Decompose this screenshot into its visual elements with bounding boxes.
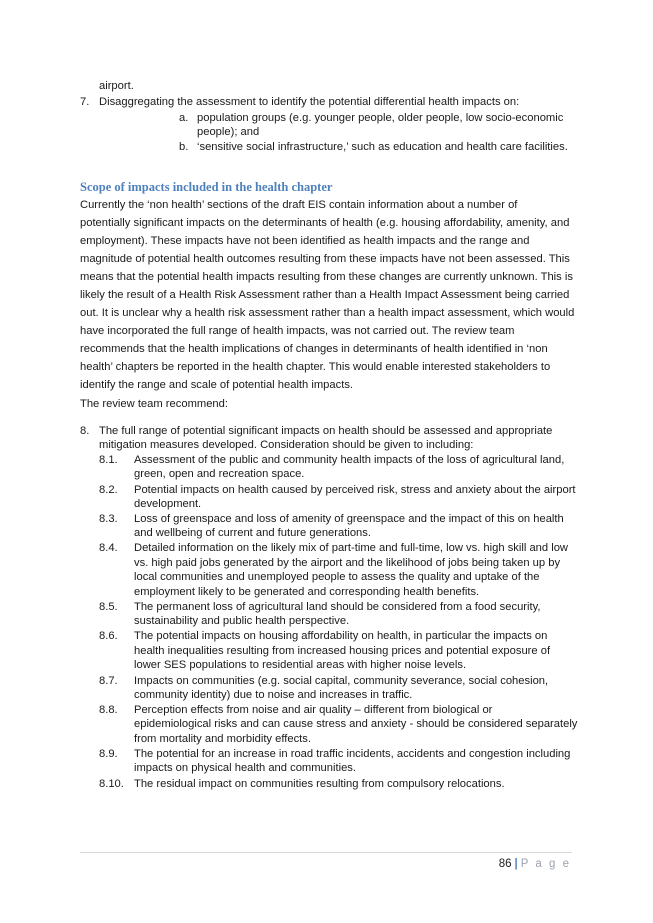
sub-item-a-letter: a. [179, 112, 189, 124]
footer-divider [80, 852, 572, 853]
sub-item-8-1-number: 8.1. [99, 454, 118, 466]
sub-item-b-letter: b. [179, 141, 189, 153]
sub-item-8-2-line: development. [134, 498, 202, 510]
sub-item-8-6-line: health inequalities resulting from increased housing prices and potential exposure of [134, 645, 551, 657]
sub-item-8-9-line: impacts on physical health and communities. [134, 762, 356, 774]
list-item-8-number: 8. [80, 425, 90, 437]
sub-item-8-4-line: vs. high paid jobs generated by the airport and the likelihood of jobs being taken up by [134, 557, 561, 569]
sub-item-8-7-line: Impacts on communities (e.g. social capital, community severance, social cohesion, [134, 675, 549, 687]
continuation-text: airport. [99, 80, 134, 92]
sub-item-8-4-line: Detailed information on the likely mix of part-time and full-time, low vs. high skill and low [134, 542, 569, 554]
sub-item-8-7-line: community identity) due to noise and increases in traffic. [134, 689, 413, 701]
sub-item-8-6-line: The potential impacts on housing affordability on health, in particular the impacts on [134, 630, 548, 642]
recommend-intro: The review team recommend: [80, 398, 228, 410]
list-item-8-line-2: mitigation measures developed. Consideration should be given to including: [99, 439, 474, 451]
page-label: P a g e [520, 858, 571, 870]
sub-item-8-2-number: 8.2. [99, 484, 118, 496]
footer-separator: | [514, 858, 518, 870]
sub-item-8-8-line: epidemiological risks and can cause stress and anxiety - should be considered separately [134, 718, 578, 730]
paragraph-line: health’ chapters be reported in the health chapter. This would enable interested stakeholders to [80, 361, 551, 373]
sub-item-b-line-1: ‘sensitive social infrastructure,’ such as education and health care facilities. [197, 141, 568, 153]
sub-item-8-6-number: 8.6. [99, 630, 118, 642]
sub-item-8-1-line: Assessment of the public and community health impacts of the loss of agricultural land, [134, 454, 565, 466]
sub-item-8-1-line: green, open and recreation space. [134, 468, 305, 480]
paragraph-line: out. It is unclear why a health risk assessment rather than a health impact assessment, which would [80, 307, 575, 319]
sub-item-a-line-1: population groups (e.g. younger people, older people, low socio-economic [197, 112, 564, 124]
page-footer [499, 858, 571, 870]
sub-item-a-line-2: people); and [197, 126, 260, 138]
paragraph-line: magnitude of potential health outcomes resulting from these impacts have not been assessed. This [80, 253, 570, 265]
sub-item-8-5-line: The permanent loss of agricultural land should be considered from a food security, [134, 601, 541, 613]
sub-item-8-3-line: and wellbeing of current and future generations. [134, 527, 371, 539]
sub-item-8-10-line: The residual impact on communities resulting from compulsory relocations. [134, 778, 505, 790]
sub-item-8-3-number: 8.3. [99, 513, 118, 525]
sub-item-8-6-line: lower SES populations to residential areas with higher noise levels. [134, 659, 467, 671]
sub-item-8-2-line: Potential impacts on health caused by perceived risk, stress and anxiety about the airport [134, 484, 576, 496]
sub-item-8-9-line: The potential for an increase in road traffic incidents, accidents and congestion including [134, 748, 571, 760]
paragraph-line: Currently the ‘non health’ sections of the draft EIS contain information about a number of [80, 199, 518, 211]
paragraph-line: have incorporated the full range of health impacts, was not carried out. The review team [80, 325, 515, 337]
paragraph-line: recommends that the health implications of changes in determinants of health identified in ‘non [80, 343, 548, 355]
sub-item-8-8-line: Perception effects from noise and air quality – different from biological or [134, 704, 493, 716]
paragraph-line: means that the potential health impacts resulting from these changes are currently unknown. This is [80, 271, 573, 283]
sub-item-8-8-number: 8.8. [99, 704, 118, 716]
sub-item-8-3-line: Loss of greenspace and loss of amenity of greenspace and the impact of this on health [134, 513, 564, 525]
paragraph-line: identify the range and scale of potential health impacts. [80, 379, 354, 391]
sub-item-8-9-number: 8.9. [99, 748, 118, 760]
page-number: 86 [498, 858, 512, 870]
sub-item-8-8-line: from mortality and morbidity effects. [134, 733, 311, 745]
sub-item-8-10-number: 8.10. [99, 778, 124, 790]
paragraph-line: potentially significant impacts on the determinants of health (e.g. housing affordability, amenity, and [80, 217, 570, 229]
list-item-7-number: 7. [80, 96, 90, 108]
sub-item-8-7-number: 8.7. [99, 675, 118, 687]
list-item-7-text: Disaggregating the assessment to identify the potential differential health impacts on: [99, 96, 520, 108]
sub-item-8-4-number: 8.4. [99, 542, 118, 554]
sub-item-8-4-line: employment likely to be generated and corresponding health benefits. [134, 586, 480, 598]
list-item-8-line-1: The full range of potential significant impacts on health should be assessed and appropriate [99, 425, 553, 437]
sub-item-8-4-line: local communities and unemployed people to assess the quality and uptake of the [134, 571, 540, 583]
paragraph-line: employment). These impacts have not been identified as health impacts and the range and [80, 235, 530, 247]
paragraph-line: likely the result of a Health Risk Assessment rather than a Health Impact Assessment being carried [80, 289, 570, 301]
sub-item-8-5-number: 8.5. [99, 601, 118, 613]
section-heading: Scope of impacts included in the health chapter [80, 180, 333, 194]
section-paragraph [80, 196, 580, 394]
sub-item-8-5-line: sustainability and public health perspective. [134, 615, 350, 627]
